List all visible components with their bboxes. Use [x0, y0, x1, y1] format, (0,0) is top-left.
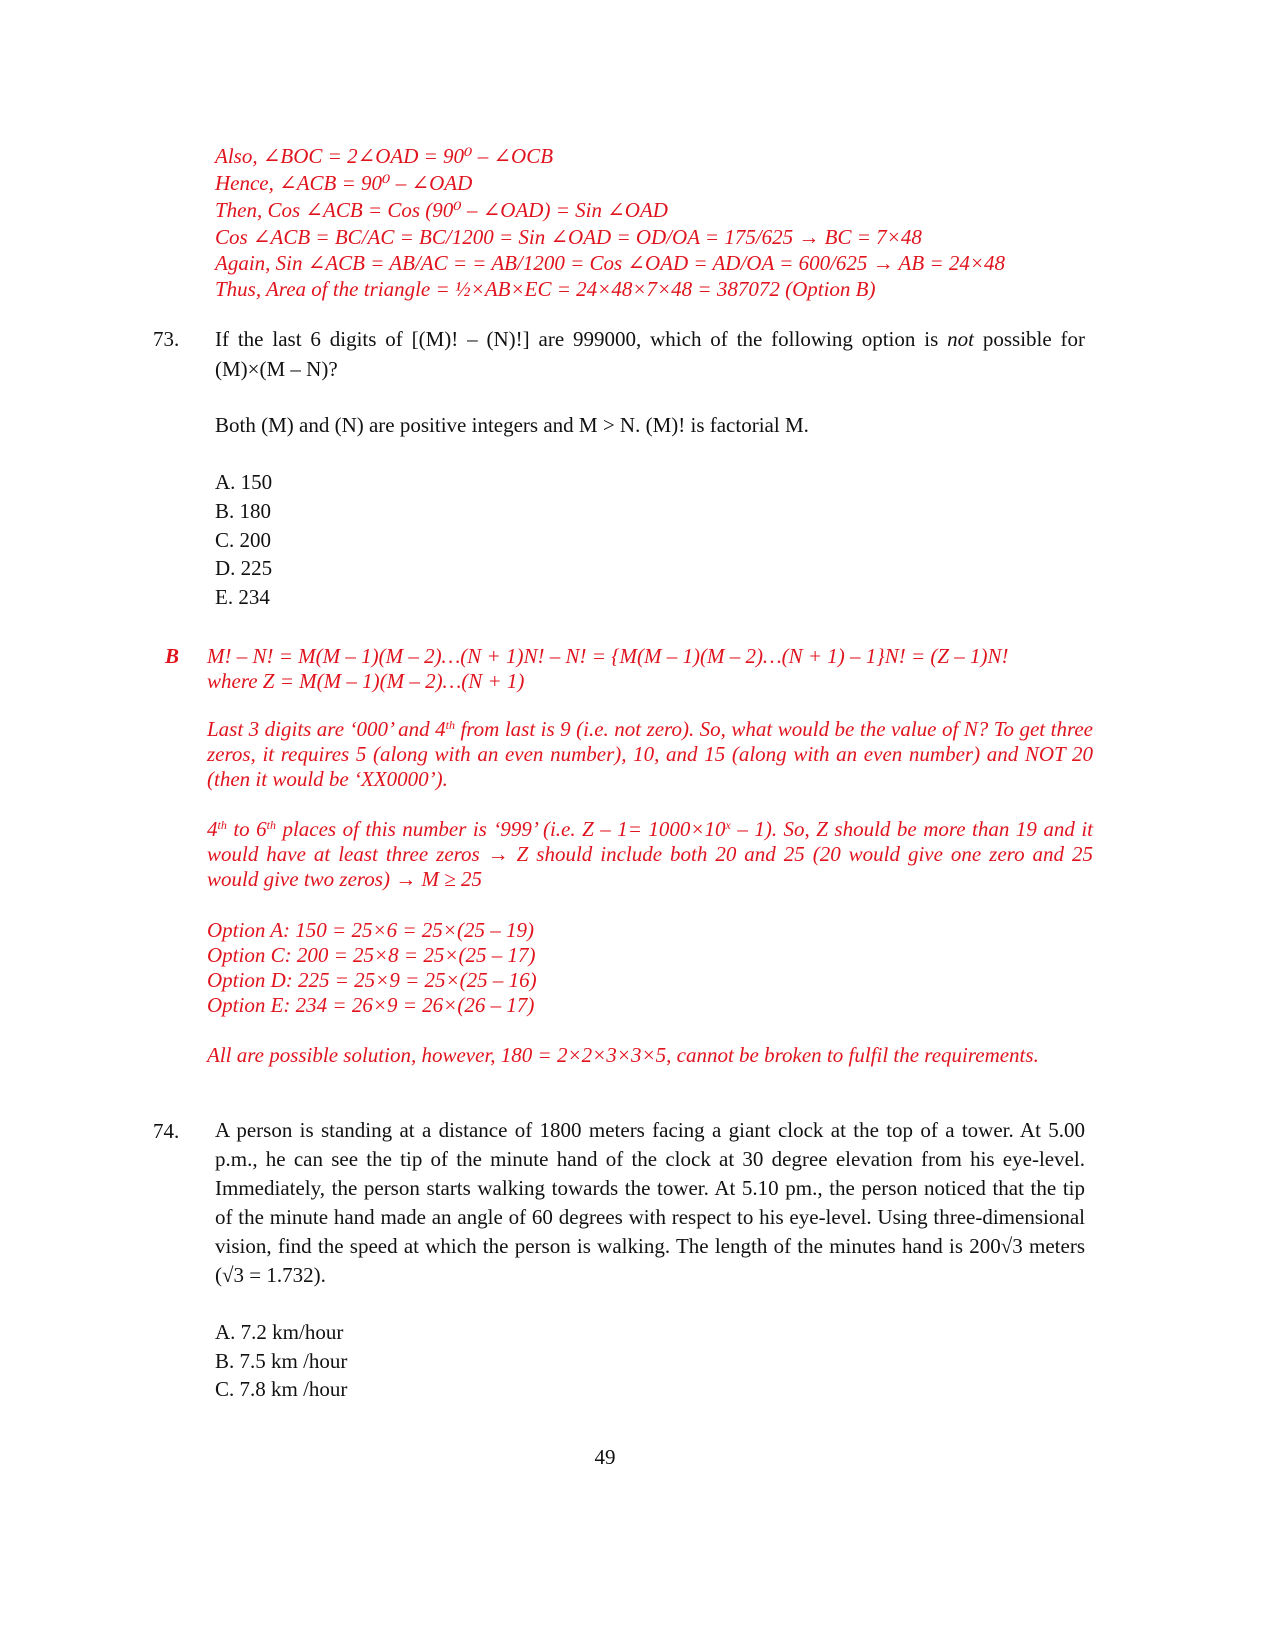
solution-text: from last is 9 (i.e. not zero). So, what would be the value of N? To get three zeros, it requires 5 (along with an even number), 10, and 15 (along with an even number) and NOT 20 (then it would be ‘XX0000’).: [207, 717, 1093, 791]
solution-text: – 1). So, Z should be more than 19 and it would have at least three zeros → Z should include both 20 and 25 (20 would give one zero and 25 would give two zeros) → M ≥ 25: [207, 817, 1093, 891]
solution-line: Thus, Area of the triangle = ½×AB×EC = 24×48×7×48 = 387072 (Option B): [215, 277, 876, 301]
option-check: Option C: 200 = 25×8 = 25×(25 – 17): [207, 943, 536, 967]
question-number: 73.: [153, 327, 180, 351]
option-check: Option D: 225 = 25×9 = 25×(25 – 16): [207, 968, 537, 992]
option-c: C. 200: [215, 528, 272, 552]
solution-line: Then, Cos ∠ACB = Cos (90⁰ – ∠OAD) = Sin ∠OAD: [215, 198, 668, 222]
answer-key: B: [165, 644, 180, 668]
page-number: 49: [594, 1445, 616, 1469]
solution-line: Also, ∠BOC = 2∠OAD = 90⁰ – ∠OCB: [215, 144, 554, 168]
question-text-part: If the last 6 digits of [(M)! – (N)!] are 999000, which of the following option is: [215, 327, 939, 351]
solution-line: Hence, ∠ACB = 90⁰ – ∠OAD: [215, 171, 473, 195]
question-number: 74.: [153, 1119, 180, 1143]
solution-conclusion: All are possible solution, however, 180 = 2×2×3×3×5, cannot be broken to fulfil the requirements.: [207, 1043, 1039, 1067]
solution-text: places of this number is ‘999’ (i.e. Z – 1= 1000×10: [275, 817, 726, 841]
superscript: th: [445, 718, 455, 732]
solution-line: Cos ∠ACB = BC/AC = BC/1200 = Sin ∠OAD = OD/OA = 175/625 → BC = 7×48: [215, 225, 922, 249]
solution-equation: where Z = M(M – 1)(M – 2)…(N + 1): [207, 669, 525, 693]
option-b: B. 180: [215, 499, 272, 523]
option-d: D. 225: [215, 556, 273, 580]
solution-line: Again, Sin ∠ACB = AB/AC = = AB/1200 = Cos ∠OAD = AD/OA = 600/625 → AB = 24×48: [215, 251, 1006, 275]
option-c: C. 7.8 km /hour: [215, 1377, 348, 1401]
solution-paragraph: [207, 717, 1093, 792]
solution-equation: M! – N! = M(M – 1)(M – 2)…(N + 1)N! – N! = {M(M – 1)(M – 2)…(N + 1) – 1}N! = (Z – 1)N!: [207, 644, 1009, 668]
solution-text: Last 3 digits are ‘000’ and 4: [207, 717, 446, 741]
question-text: [215, 324, 1085, 384]
superscript: x: [725, 818, 731, 832]
question-text: A person is standing at a distance of 1800 meters facing a giant clock at the top of a tower. At 5.00 p.m., he can see the tip of the minute hand of the clock at 30 degree elevation from his eye-level. Immediately, the person starts walking towards the tower. At 5.10 pm., the person noticed that the tip of the minute hand made an angle of 60 degrees with respect to his eye-level. Using three-dimensional vision, find the speed at which the person is walking. The length of the minutes hand is 200√3 meters (√3 = 1.732).: [215, 1118, 1085, 1287]
superscript: th: [217, 818, 227, 832]
question-text-part: possible for (M)×(M – N)?: [215, 327, 1086, 381]
option-check: Option E: 234 = 26×9 = 26×(26 – 17): [207, 993, 535, 1017]
superscript: th: [266, 818, 276, 832]
solution-text: 4: [207, 817, 218, 841]
option-check: Option A: 150 = 25×6 = 25×(25 – 19): [207, 918, 534, 942]
solution-paragraph: [207, 817, 1093, 892]
solution-text: to 6: [226, 817, 267, 841]
option-a: A. 150: [215, 470, 273, 494]
question-emphasis: not: [947, 327, 974, 351]
option-e: E. 234: [215, 585, 270, 609]
option-a: A. 7.2 km/hour: [215, 1320, 344, 1344]
question-condition: Both (M) and (N) are positive integers and M > N. (M)! is factorial M.: [215, 413, 809, 437]
option-b: B. 7.5 km /hour: [215, 1349, 348, 1373]
